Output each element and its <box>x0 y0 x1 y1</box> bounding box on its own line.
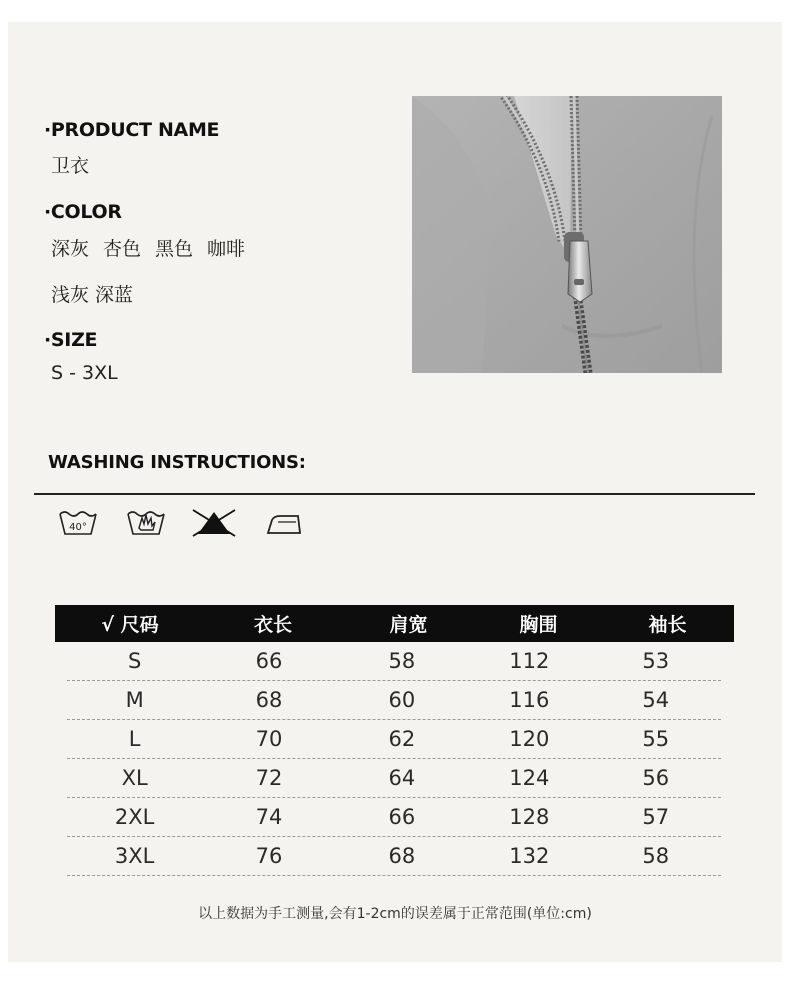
table-cell: 55 <box>642 727 670 751</box>
product-photo <box>412 96 722 373</box>
table-cell: 3XL <box>114 844 155 868</box>
no-bleach-icon <box>190 506 238 538</box>
table-row <box>67 642 721 681</box>
table-cell: 54 <box>642 688 670 712</box>
table-cell: 116 <box>509 688 550 712</box>
washing-instructions-title: WASHING INSTRUCTIONS: <box>48 452 306 473</box>
size-label: ·SIZE <box>44 329 98 351</box>
table-cell: 2XL <box>114 805 155 829</box>
table-cell: M <box>125 688 144 712</box>
table-row <box>67 837 721 876</box>
product-name-label: ·PRODUCT NAME <box>44 119 220 141</box>
product-name-value: 卫衣 <box>51 155 90 177</box>
table-cell: 132 <box>509 844 550 868</box>
column-header-shoulder: 肩宽 <box>389 614 428 636</box>
iron-icon <box>264 506 304 538</box>
table-cell: 128 <box>509 805 550 829</box>
table-header <box>55 605 734 642</box>
column-header-length: 衣长 <box>253 614 292 636</box>
table-cell: 120 <box>509 727 550 751</box>
table-cell: S <box>127 649 142 673</box>
table-cell: 112 <box>509 649 550 673</box>
color-option: 深灰 <box>51 238 90 260</box>
table-row <box>67 720 721 759</box>
size-range-value: S - 3XL <box>51 362 118 384</box>
hand-wash-icon <box>126 506 166 538</box>
table-cell: 56 <box>642 766 670 790</box>
table-cell: XL <box>121 766 148 790</box>
color-label: ·COLOR <box>44 201 122 223</box>
table-cell: 57 <box>642 805 670 829</box>
table-row <box>67 798 721 837</box>
color-option: 杏色 <box>103 238 142 260</box>
table-cell: 62 <box>388 727 416 751</box>
column-header-sleeve: 袖长 <box>648 614 687 636</box>
color-list-line2 <box>51 280 133 307</box>
table-cell: 64 <box>388 766 416 790</box>
column-header-chest: 胸围 <box>519 614 558 636</box>
table-cell: 60 <box>388 688 416 712</box>
table-cell: 58 <box>388 649 416 673</box>
color-option: 深蓝 <box>95 284 134 306</box>
table-cell: 53 <box>642 649 670 673</box>
table-cell: 72 <box>255 766 283 790</box>
wash-40-icon <box>58 506 98 538</box>
zipper-hoodie-photo <box>412 96 722 373</box>
table-row <box>67 681 721 720</box>
table-cell: 74 <box>255 805 283 829</box>
table-cell: 66 <box>388 805 416 829</box>
column-header-size: √ 尺码 <box>101 614 159 636</box>
table-cell: 66 <box>255 649 283 673</box>
wash-temp-label: 40° <box>69 522 87 533</box>
table-cell: L <box>128 727 141 751</box>
color-option: 黑色 <box>155 238 194 260</box>
color-option: 咖啡 <box>207 238 246 260</box>
color-option: 浅灰 <box>51 284 90 306</box>
table-row <box>67 759 721 798</box>
section-divider <box>34 493 755 495</box>
table-cell: 124 <box>509 766 550 790</box>
table-cell: 70 <box>255 727 283 751</box>
table-cell: 68 <box>388 844 416 868</box>
table-cell: 58 <box>642 844 670 868</box>
color-list-line1 <box>51 234 245 261</box>
table-cell: 76 <box>255 844 283 868</box>
measurement-note: 以上数据为手工测量,会有1-2cm的误差属于正常范围(单位:cm) <box>198 906 592 922</box>
table-cell: 68 <box>255 688 283 712</box>
size-chart-table <box>55 605 734 876</box>
